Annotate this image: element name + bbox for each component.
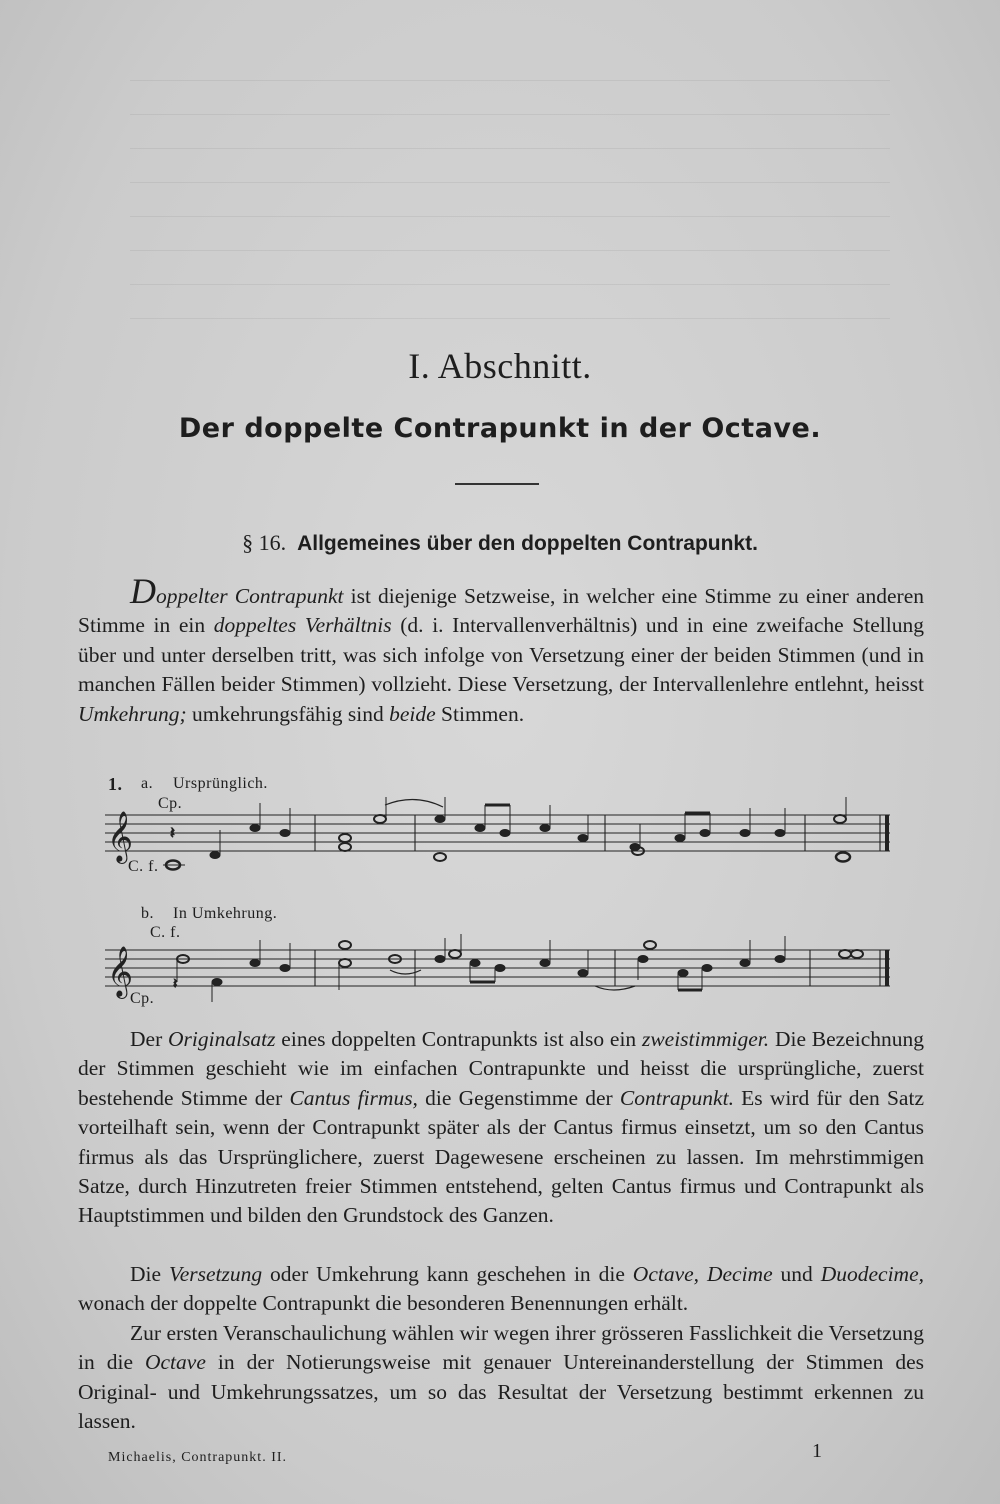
example-b-lower-voice: Cp. xyxy=(130,990,155,1007)
example-b-title: In Umkehrung. xyxy=(173,905,278,922)
section-number: § 16. xyxy=(242,530,287,555)
music-staff-b xyxy=(105,930,905,1015)
example-b-label: b. xyxy=(141,905,154,922)
chapter-subtitle: Der doppelte Contrapunkt in der Octave. xyxy=(178,413,822,444)
svg-text:𝄽: 𝄽 xyxy=(173,977,178,992)
intro-paragraph: Doppelter Contrapunkt ist diejenige Setzweise, in welcher eine Stimme zu einer anderen Stimme in ein doppeltes Verhältnis (d. i. Intervallenverhältnis) und in eine zweifache Stellung über und unter derselben tritt, was sich infolge von Versetzung einer der beiden Stimmen (und in manchen Fällen beider Stimmen) vollzieht. Diese Versetzung, der Intervallenlehre entlehnt, heisst Umkehrung; umkehrungsfähig sind beide Stimmen. xyxy=(78,571,924,726)
example-a-title: Ursprünglich. xyxy=(173,775,268,792)
paragraph-veranschaulichung: Zur ersten Veranschaulichung wählen wir wegen ihrer grösseren Fasslichkeit die Versetzung in die Octave in der Notierungsweise mit genauer Untereinanderstellung der Stimmen des Original- und Umkehrungssatzes, um so das Resultat der Versetzung bestimmt erkennen zu lassen. xyxy=(78,1321,924,1434)
svg-text:𝄽: 𝄽 xyxy=(170,825,175,842)
music-staff-a xyxy=(105,795,905,880)
treble-clef-icon: 𝄞 xyxy=(107,812,134,861)
treble-clef-icon: 𝄞 xyxy=(107,947,134,996)
example-number: 1. xyxy=(108,774,123,794)
example-a-upper-voice: Cp. xyxy=(158,795,183,812)
example-b-upper-voice: C. f. xyxy=(150,924,181,941)
chapter-title: I. Abschnitt. xyxy=(408,346,592,386)
example-a-label: a. xyxy=(141,775,154,792)
section-heading xyxy=(0,530,1000,556)
drop-cap: D xyxy=(130,571,156,611)
bleed-through-shadow xyxy=(130,60,890,320)
title-divider xyxy=(455,483,539,485)
page-number: 1 xyxy=(812,1440,822,1462)
section-title: Allgemeines über den doppelten Contrapunkt. xyxy=(297,532,758,555)
example-a-lower-voice: C. f. xyxy=(128,858,159,875)
running-footer: Michaelis, Contrapunkt. II. xyxy=(108,1450,288,1465)
paragraph-versetzung: Die Versetzung oder Umkehrung kann geschehen in die Octave, Decime und Duodecime, wonach der doppelte Contrapunkt die besonderen Benennungen erhält. xyxy=(78,1262,924,1316)
paragraph-originalsatz: Der Originalsatz eines doppelten Contrapunkts ist also ein zweistimmiger. Die Bezeichnung der Stimmen geschieht wie im einfachen Contrapunkte und heisst die ursprüngliche, zuerst bestehende Stimme der Cantus firmus, die Gegenstimme der Contrapunkt. Es wird für den Satz vorteilhaft sein, wenn der Contrapunkt später als der Cantus firmus einsetzt, um so den Cantus firmus als das Ursprünglichere, zuerst Dagewesene erscheinen zu lassen. Im mehrstimmigen Satze, durch Hinzutreten freier Stimmen entstehend, gelten Cantus firmus und Contrapunkt als Hauptstimmen und bilden den Grundstock des Ganzen. xyxy=(78,1027,924,1228)
